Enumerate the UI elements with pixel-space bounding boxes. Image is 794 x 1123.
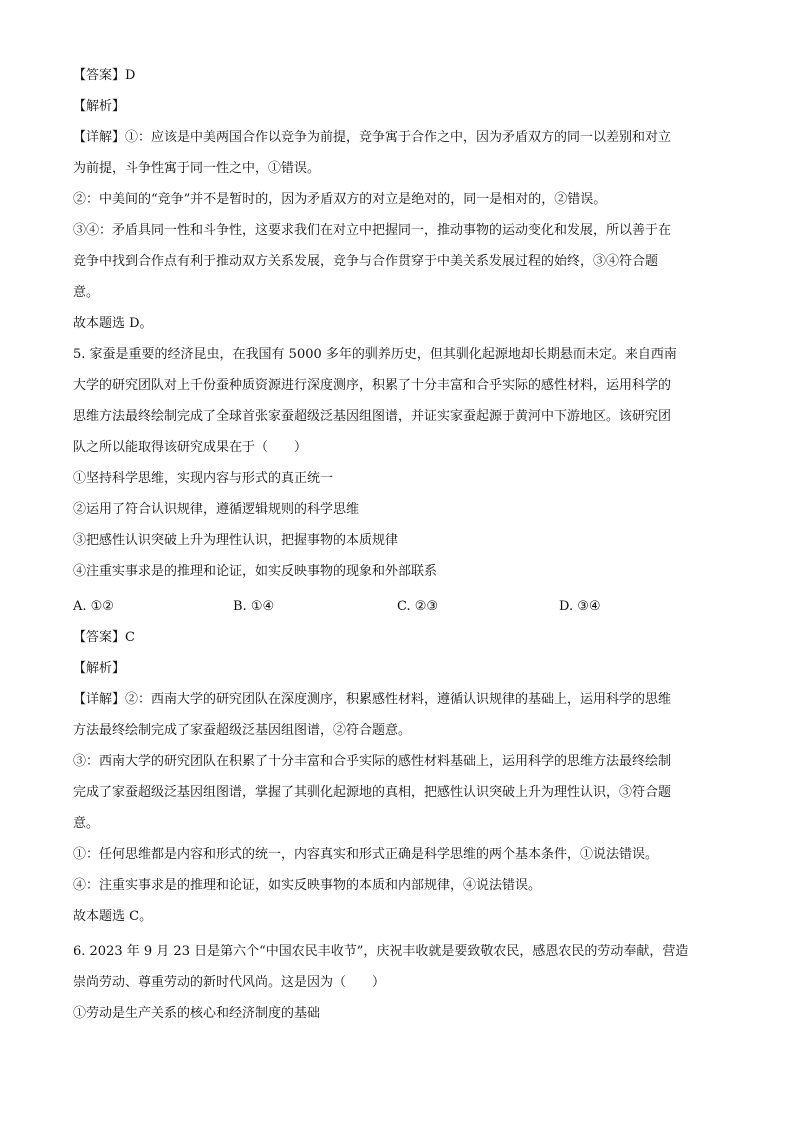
q4-analysis-heading: 【解析】: [73, 99, 126, 114]
q4-detail-line: 意。: [73, 285, 100, 300]
q5-item: ③把感性认识突破上升为理性认识，把握事物的本质规律: [73, 533, 399, 548]
q5-detail-line: 方法最终绘制完成了家蚕超级泛基因组图谱，②符合题意。: [73, 723, 412, 738]
q5-detail-line: 故本题选 C。: [73, 909, 153, 924]
q5-option-c: C. ②③: [397, 599, 439, 614]
q4-detail-line: 故本题选 D。: [73, 316, 153, 331]
q5-detail-line: ④：注重实事求是的推理和论证，如实反映事物的本质和内部规律，④说法错误。: [73, 878, 542, 893]
q5-option-d: D. ③④: [559, 599, 601, 614]
q5-detail-line: 完成了家蚕超级泛基因组图谱，掌握了其驯化起源地的真相，把感性认识突破上升为理性认识，③符合题: [73, 785, 672, 800]
q5-item: ①坚持科学思维，实现内容与形式的真正统一: [73, 471, 334, 486]
q5-stem-line: 大学的研究团队对上千份蚕种质资源进行深度测序，积累了十分丰富和合乎实际的感性材料，运用科学的: [73, 378, 672, 393]
q5-stem-line: 5. 家蚕是重要的经济昆虫，在我国有 5000 多年的驯养历史，但其驯化起源地却长期悬而未定。来自西南: [73, 347, 677, 362]
q6-item: ①劳动是生产关系的核心和经济制度的基础: [73, 1006, 321, 1021]
q5-detail-line: ③：西南大学的研究团队在积累了十分丰富和合乎实际的感性材料基础上，运用科学的思维方法最终绘制: [73, 754, 672, 769]
q4-answer: 【答案】D: [73, 68, 136, 83]
q5-stem-line: 思维方法最终绘制完成了全球首张家蚕超级泛基因组图谱，并证实家蚕起源于黄河中下游地区。该研究团: [73, 409, 672, 424]
q5-detail-line: 【详解】②：西南大学的研究团队在深度测序，积累感性材料，遵循认识规律的基础上，运用科学的思维: [73, 692, 672, 707]
q5-question: [73, 339, 721, 587]
q5-detail-line: 意。: [73, 816, 100, 831]
q4-detail-line: 为前提，斗争性寓于同一性之中，①错误。: [73, 161, 321, 176]
q4-detail-line: ②：中美间的“竞争”并不是暂时的，因为矛盾双方的对立是绝对的，同一是相对的，②错误。: [73, 192, 607, 207]
q6-stem-line: 6. 2023 年 9 月 23 日是第六个“中国农民丰收节”，庆祝丰收就是要致敬农民，感恩农民的劳动奉献，营造: [73, 944, 689, 959]
q6-question: [73, 936, 721, 1029]
q5-analysis-heading: 【解析】: [73, 661, 126, 676]
q4-detail-line: 竞争中找到合作点有利于推动双方关系发展，竞争与合作贯穿于中美关系发展过程的始终，③④符合题: [73, 254, 659, 269]
q6-stem-line: 崇尚劳动、尊重劳动的新时代风尚。这是因为（ ）: [73, 975, 386, 990]
q5-detail-line: ①：任何思维都是内容和形式的统一，内容真实和形式正确是科学思维的两个基本条件，①说法错误。: [73, 847, 659, 862]
q4-detail-line: 【详解】①：应该是中美两国合作以竞争为前提，竞争寓于合作之中，因为矛盾双方的同一以差别和对立: [73, 130, 672, 145]
q5-stem-line: 队之所以能取得该研究成果在于（ ）: [73, 440, 308, 455]
q5-option-a: A. ①②: [73, 599, 114, 614]
q4-detail-line: ③④：矛盾具同一性和斗争性，这要求我们在对立中把握同一，推动事物的运动变化和发展，所以善于在: [73, 223, 672, 238]
q4-answer-section: [73, 60, 721, 339]
q5-answer-section: [73, 622, 721, 932]
q5-options: [73, 591, 721, 622]
q5-item: ②运用了符合认识规律，遵循逻辑规则的科学思维: [73, 502, 360, 517]
q5-option-b: B. ①④: [233, 599, 275, 614]
q5-item: ④注重实事求是的推理和论证，如实反映事物的现象和外部联系: [73, 564, 438, 579]
q5-answer: 【答案】C: [73, 630, 135, 645]
